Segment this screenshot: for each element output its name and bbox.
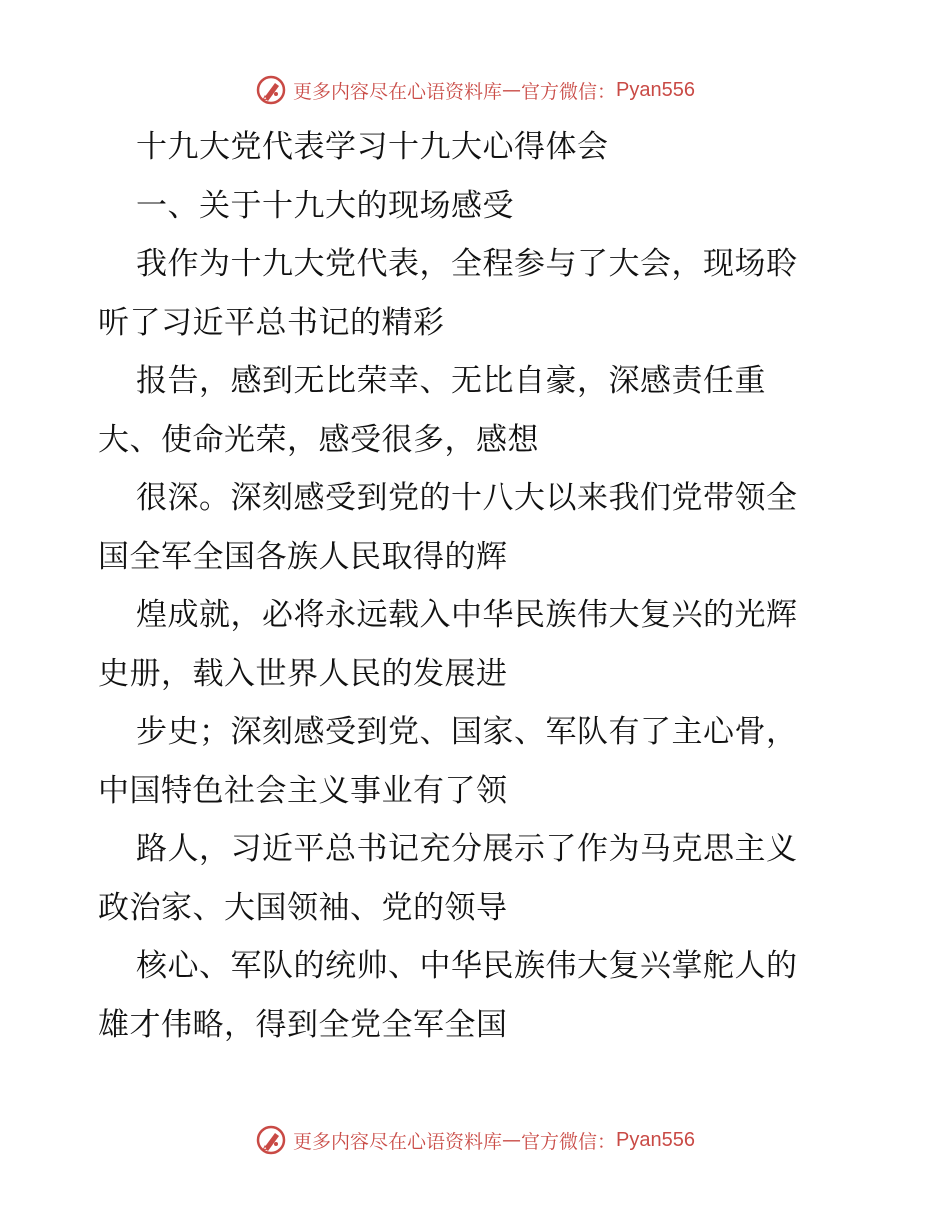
banner-text: 更多内容尽在心语资料库 [293,1130,503,1153]
section-heading: 一、关于十九大的现场感受 [136,187,514,224]
header-banner [0,70,950,110]
footer-banner [0,1120,950,1160]
text-line: 政治家、大国领袖、党的领导 [98,889,508,926]
banner-wechat-label: 官方微信： [521,80,617,103]
text-line: 步史；深刻感受到党、国家、军队有了主心骨， [136,714,798,750]
text-line: 听了习近平总书记的精彩 [98,304,445,341]
banner-wechat-id: Pyan556 [616,1128,695,1151]
text-line: 报告，感到无比荣幸、无比自豪，深感责任重 [136,363,766,399]
text-line: 中国特色社会主义事业有了领 [98,772,508,809]
banner-text: 更多内容尽在心语资料库 [293,80,503,103]
banner-wechat-id: Pyan556 [616,78,695,101]
text-line: 很深。深刻感受到党的十八大以来我们党带领全 [136,480,798,516]
banner-dash: — [502,1129,522,1151]
text-line: 煌成就，必将永远载入中华民族伟大复兴的光辉 [136,597,798,633]
text-line: 大、使命光荣，感受很多，感想 [98,421,539,458]
banner-wechat-label: 官方微信： [521,1130,617,1153]
document-title: 十九大党代表学习十九大心得体会 [136,129,609,165]
text-line: 雄才伟略，得到全党全军全国 [98,1006,508,1043]
text-line: 核心、军队的统帅、中华民族伟大复兴掌舵人的 [136,948,798,984]
text-line: 路人，习近平总书记充分展示了作为马克思主义 [136,831,798,867]
text-line: 史册，载入世界人民的发展进 [98,655,508,692]
pen-logo-icon [255,74,287,106]
banner-dash: — [502,79,522,101]
document-body [98,118,858,1054]
text-line: 国全军全国各族人民取得的辉 [98,538,508,575]
pen-logo-icon [255,1124,287,1156]
text-line: 我作为十九大党代表，全程参与了大会，现场聆 [136,246,798,282]
